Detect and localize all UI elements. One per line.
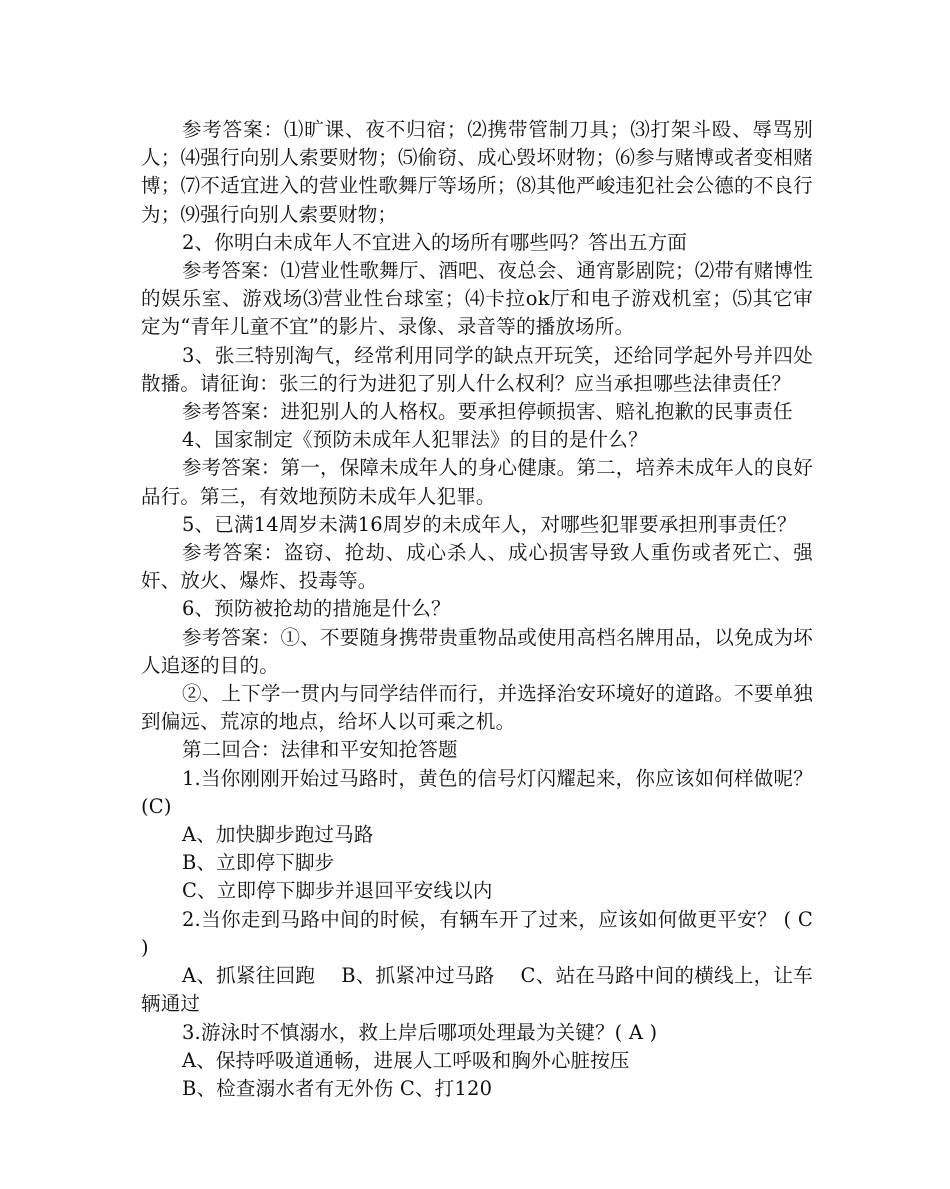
answer-4: 参考答案：第一，保障未成年人的身心健康。第二，培养未成年人的良好品行。第三，有效地预防未成年人犯罪。 xyxy=(141,456,813,508)
quiz-question-2: 2.当你走到马路中间的时候，有辆车开了过来，应该如何做更平安？ ( C ) xyxy=(141,907,813,959)
quiz-2-options: A、抓紧往回跑 B、抓紧冲过马路 C、站在马路中间的横线上，让车辆通过 xyxy=(141,964,813,1016)
quiz-question-1: 1.当你刚刚开始过马路时，黄色的信号灯闪耀起来，你应该如何样做呢？ (C) xyxy=(141,766,813,818)
section-heading-round-2: 第二回合：法律和平安知抢答题 xyxy=(181,738,458,762)
quiz-1-option-c: C、立即停下脚步并退回平安线以内 xyxy=(181,879,493,903)
question-3: 3、张三特别淘气，经常利用同学的缺点开玩笑，还给同学起外号并四处散播。请征询：张三的行为进犯了别人什么权利？应当承担哪些法律责任？ xyxy=(141,343,813,395)
answer-2: 参考答案：⑴营业性歌舞厅、酒吧、夜总会、通宵影剧院；⑵带有赌博性的娱乐室、游戏场⑶营业性台球室；⑷卡拉ok厅和电子游戏机室；⑸其它审定为“青年儿童不宜”的影片、录像、录音等的播放场所。 xyxy=(141,259,813,339)
answer-1: 参考答案：⑴旷课、夜不归宿；⑵携带管制刀具；⑶打架斗殴、辱骂别人；⑷强行向别人索要财物；⑸偷窃、成心毁坏财物；⑹参与赌博或者变相赌博；⑺不适宜进入的营业性歌舞厅等场所；⑻其他严峻违犯社会公德的不良行为；⑼强行向别人索要财物； xyxy=(141,118,813,226)
quiz-question-3: 3.游泳时不慎溺水，救上岸后哪项处理最为关键？( A ) xyxy=(181,1020,658,1044)
question-6: 6、预防被抢劫的措施是什么？ xyxy=(181,597,451,621)
quiz-3-option-b-c: B、检查溺水者有无外伤 C、打120 xyxy=(181,1076,493,1100)
answer-5: 参考答案：盗窃、抢劫、成心杀人、成心损害导致人重伤或者死亡、强奸、放火、爆炸、投毒等。 xyxy=(141,541,813,593)
document-body xyxy=(141,116,813,1103)
quiz-1-option-b: B、立即停下脚步 xyxy=(181,851,335,875)
quiz-3-option-a: A、保持呼吸道通畅，进展人工呼吸和胸外心脏按压 xyxy=(181,1048,630,1072)
quiz-1-option-a: A、加快脚步跑过马路 xyxy=(181,823,374,847)
question-4: 4、国家制定《预防未成年人犯罪法》的目的是什么？ xyxy=(181,428,648,452)
question-5: 5、已满14周岁未满16周岁的未成年人，对哪些犯罪要承担刑事责任？ xyxy=(181,512,797,536)
answer-3: 参考答案：进犯别人的人格权。要承担停顿损害、赔礼抱歉的民事责任 xyxy=(181,400,793,424)
answer-6-part-1: 参考答案：①、不要随身携带贵重物品或使用高档名牌用品，以免成为坏人追逐的目的。 xyxy=(141,625,813,677)
answer-6-part-2: ②、上下学一贯内与同学结伴而行，并选择治安环境好的道路。不要单独到偏远、荒凉的地点，给坏人以可乘之机。 xyxy=(141,682,813,734)
question-2: 2、你明白未成年人不宜进入的场所有哪些吗？答出五方面 xyxy=(181,230,688,254)
